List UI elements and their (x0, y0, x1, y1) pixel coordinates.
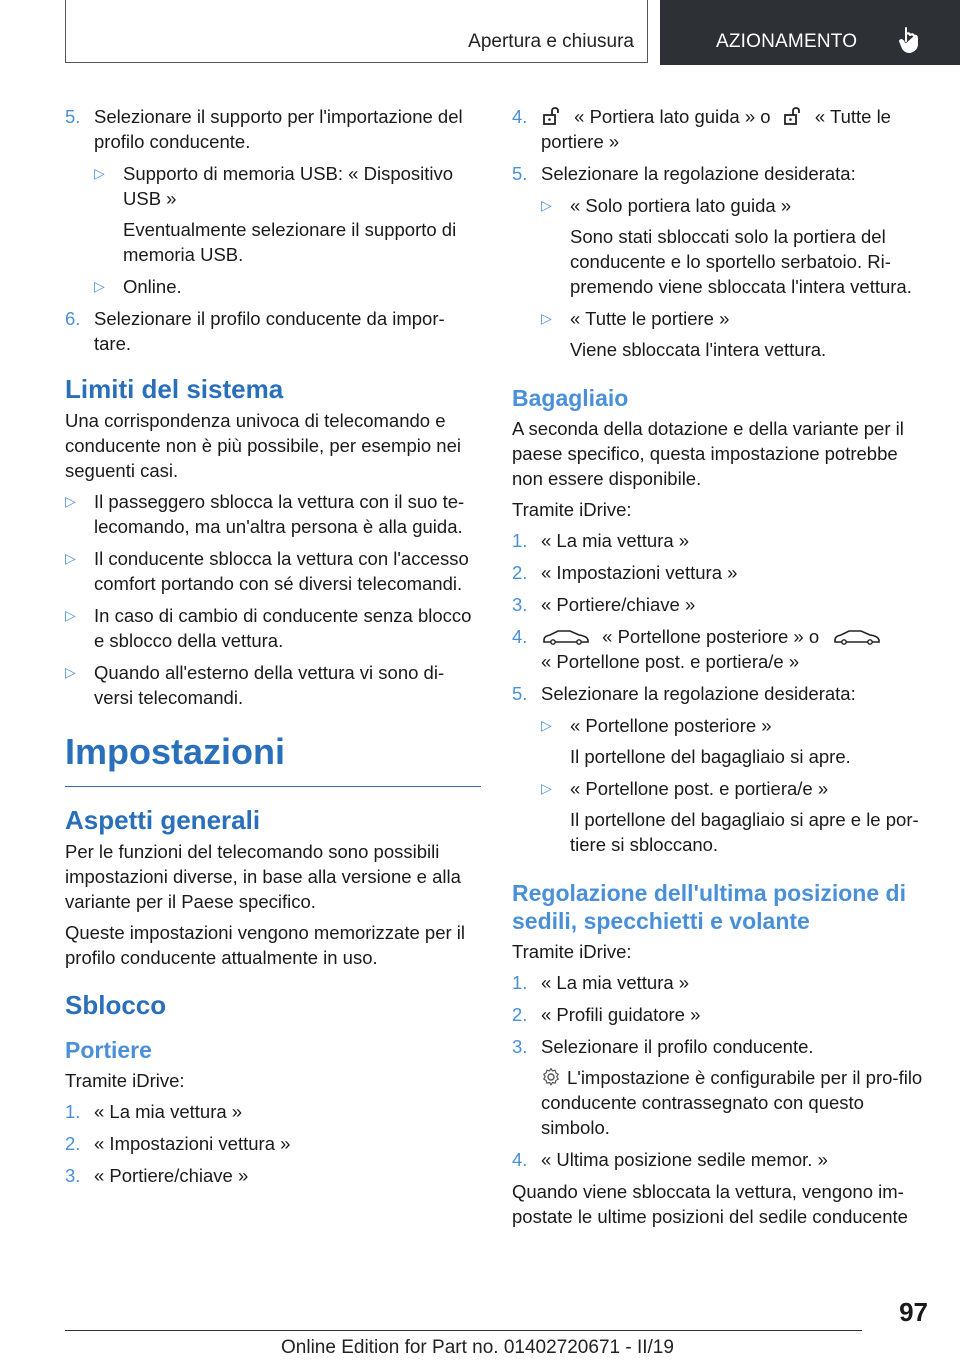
note-text: L'impostazione è configurabile per il pro-filo conducente contrassegnato con questo simbolo. (541, 1067, 923, 1138)
bullet-triangle-icon: ▷ (65, 607, 76, 623)
bullet-triangle-icon: ▷ (541, 197, 552, 213)
step-note (541, 1065, 926, 1140)
gear-icon (541, 1067, 561, 1087)
bullet-triangle-icon: ▷ (65, 550, 76, 566)
step-number: 2. (512, 1004, 528, 1025)
chapter-tab-label: AZIONAMENTO (716, 31, 858, 52)
step-number: 1. (512, 972, 528, 993)
bullet-triangle-icon: ▷ (94, 278, 105, 294)
bullet-triangle-icon: ▷ (65, 493, 76, 509)
list-item (512, 624, 926, 674)
step-text: « La mia vettura » (541, 972, 690, 993)
bullet-triangle-icon: ▷ (94, 165, 105, 181)
step-number: 3. (512, 594, 528, 615)
step-number: 2. (65, 1133, 81, 1154)
bullet-text: « Solo portiera lato guida » (570, 195, 792, 216)
step-text: « Portellone posteriore » o (602, 626, 820, 647)
edition-footer: Online Edition for Part no. 01402720671 - II/19 (281, 1337, 674, 1358)
bullet-text: « Portellone posteriore » (570, 715, 772, 736)
step-text: « Portellone post. e portiera/e » (541, 651, 800, 672)
bullet-note: Il portellone del bagagliaio si apre e le por-tiere si sbloccano. (570, 809, 919, 855)
bullet-item (541, 713, 926, 769)
list-item (512, 528, 926, 553)
bullet-item (65, 489, 481, 539)
bullet-item (541, 306, 926, 362)
paragraph: A seconda della dotazione e della variante per il paese specifico, questa impostazione potrebbe non essere disponibile. (512, 418, 904, 489)
bullet-text: Online. (123, 276, 182, 297)
list-item (512, 970, 926, 995)
list-item (65, 1163, 481, 1188)
bullet-text: « Tutte le portiere » (570, 308, 730, 329)
bullet-text: « Portellone post. e portiera/e » (570, 778, 829, 799)
section-title: Apertura e chiusura (468, 31, 634, 52)
paragraph: Tramite iDrive: (512, 941, 632, 962)
heading-general: Aspetti generali (65, 805, 261, 835)
page-number: 97 (899, 1297, 928, 1327)
step-text: « Ultima posizione sedile memor. » (541, 1149, 828, 1170)
bullet-note: Il portellone del bagagliaio si apre. (570, 746, 851, 767)
step-text: Selezionare la regolazione desiderata: (541, 163, 856, 184)
footer-divider (65, 1330, 862, 1331)
step-number: 3. (512, 1036, 528, 1057)
chapter-tab (660, 0, 960, 65)
step-number: 3. (65, 1165, 81, 1186)
bullet-item (541, 193, 926, 299)
heading-doors: Portiere (65, 1037, 152, 1063)
bullet-triangle-icon: ▷ (65, 664, 76, 680)
bullet-item (65, 603, 481, 653)
list-item (65, 1131, 481, 1156)
bullet-note: Viene sbloccata l'intera vettura. (570, 339, 827, 360)
right-column (512, 104, 926, 1235)
step-number: 6. (65, 308, 81, 329)
step-text: « Profili guidatore » (541, 1004, 701, 1025)
list-item (512, 1147, 926, 1172)
list-item (512, 104, 926, 154)
step-text: « Portiere/chiave » (94, 1165, 249, 1186)
bullet-item (65, 660, 481, 710)
bullet-item (94, 274, 481, 299)
step-number: 5. (65, 106, 81, 127)
step-text: « La mia vettura » (94, 1101, 243, 1122)
list-item (65, 1099, 481, 1124)
step-number: 5. (512, 163, 528, 184)
step-number: 4. (512, 626, 528, 647)
list-item (512, 681, 926, 706)
list-item (512, 1002, 926, 1027)
heading-unlock: Sblocco (65, 990, 167, 1020)
bullet-text: Il passeggero sblocca la vettura con il suo te-lecomando, ma un'altra persona è alla guida. (94, 491, 465, 537)
bullet-triangle-icon: ▷ (541, 717, 552, 733)
step-text: Selezionare la regolazione desiderata: (541, 683, 856, 704)
step-number: 5. (512, 683, 528, 704)
bullet-note: Eventualmente selezionare il supporto di memoria USB. (123, 219, 457, 265)
list-item (65, 104, 481, 154)
bullet-text: Quando all'esterno della vettura vi sono di-versi telecomandi. (94, 662, 445, 708)
step-number: 2. (512, 562, 528, 583)
step-text: « Tutte le portiere » (541, 106, 891, 152)
step-text: Selezionare il profilo conducente. (541, 1036, 814, 1057)
step-text: Selezionare il profilo conducente da impor-tare. (94, 308, 445, 354)
step-text: « Impostazioni vettura » (94, 1133, 291, 1154)
unlock-all-doors-icon (782, 106, 804, 126)
step-text: « Portiere/chiave » (541, 594, 696, 615)
list-item (65, 306, 481, 356)
car-trunk-doors-icon (832, 628, 882, 646)
heading-trunk: Bagagliaio (512, 385, 629, 411)
bullet-triangle-icon: ▷ (541, 310, 552, 326)
paragraph: Quando viene sbloccata la vettura, vengono im-postate le ultime posizioni del sedile conducente (512, 1181, 908, 1227)
paragraph: Per le funzioni del telecomando sono possibili impostazioni diverse, in base alla versione e alla variante per il Paese specifico. (65, 841, 461, 912)
step-number: 1. (512, 530, 528, 551)
bullet-note: Sono stati sbloccati solo la portiera del conducente e lo sportello serbatoio. Ri-premendo viene sbloccata l'intera vettura. (570, 226, 912, 297)
bullet-text: In caso di cambio di conducente senza blocco e sblocco della vettura. (94, 605, 472, 651)
list-item (512, 161, 926, 186)
step-text: Selezionare il supporto per l'importazione del profilo conducente. (94, 106, 463, 152)
step-text: « Impostazioni vettura » (541, 562, 738, 583)
list-item (512, 560, 926, 585)
step-text: « La mia vettura » (541, 530, 690, 551)
paragraph: Tramite iDrive: (65, 1070, 185, 1091)
step-number: 1. (65, 1101, 81, 1122)
list-item (512, 592, 926, 617)
heading-limits: Limiti del sistema (65, 374, 284, 404)
step-text: « Portiera lato guida » o (574, 106, 771, 127)
unlock-driver-door-icon (541, 106, 563, 126)
bullet-item (65, 546, 481, 596)
heading-memory: Regolazione dell'ultima posizione di sedili, specchietti e volante (512, 880, 906, 934)
heading-settings: Impostazioni (65, 732, 481, 787)
bullet-text: Supporto di memoria USB: « Dispositivo USB » (123, 163, 454, 209)
bullet-item (541, 776, 926, 857)
list-item (512, 1034, 926, 1140)
paragraph: Una corrispondenza univoca di telecomando e conducente non è più possibile, per esempio nei seguenti casi. (65, 410, 461, 481)
hand-pointer-icon (898, 26, 922, 54)
left-column (65, 104, 481, 1195)
step-number: 4. (512, 106, 528, 127)
paragraph: Tramite iDrive: (512, 499, 632, 520)
paragraph: Queste impostazioni vengono memorizzate per il profilo conducente attualmente in uso. (65, 922, 465, 968)
bullet-triangle-icon: ▷ (541, 780, 552, 796)
bullet-text: Il conducente sblocca la vettura con l'accesso comfort portando con sé diversi telecomandi. (94, 548, 469, 594)
car-trunk-icon (541, 628, 591, 646)
step-number: 4. (512, 1149, 528, 1170)
bullet-item (94, 161, 481, 267)
